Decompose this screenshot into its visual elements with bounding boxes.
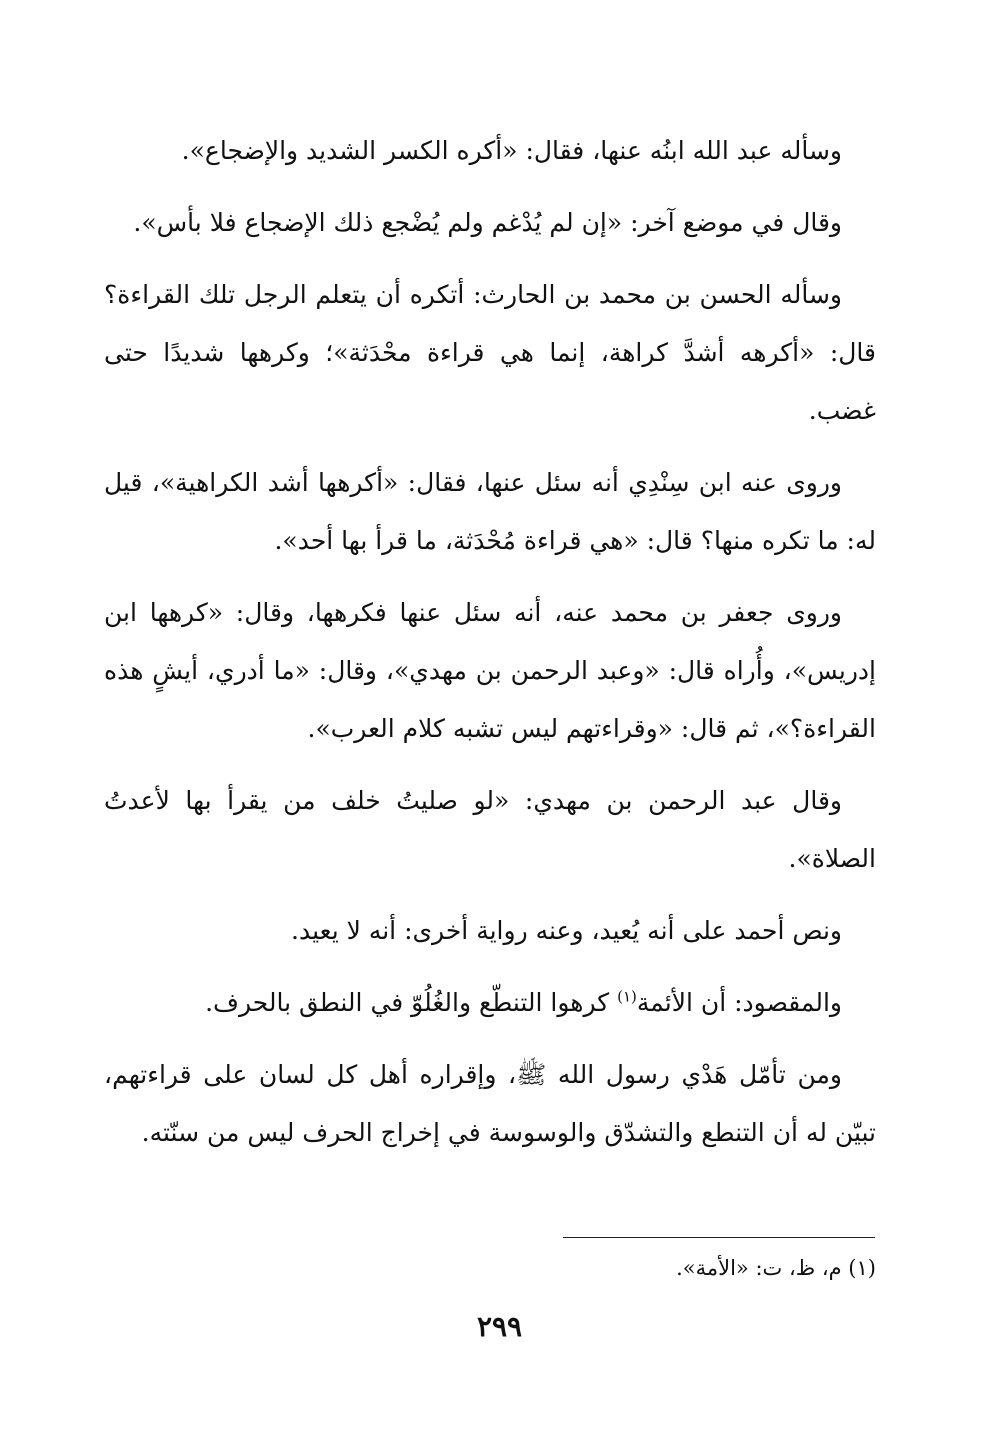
paragraph-8-text-end: كرهوا التنطّع والغُلُوّ في النطق بالحرف. xyxy=(205,988,618,1017)
paragraph-4: وروى عنه ابن سِنْدِي أنه سئل عنها، فقال: «أكرهها أشد الكراهية»، قيل له: ما تكره منها؟ قال: «هي قراءة مُحْدَثة، ما قرأ بها أحد». xyxy=(104,468,876,555)
paragraph-1: وسأله عبد الله ابنُه عنها، فقال: «أكره الكسر الشديد والإضجاع». xyxy=(181,136,842,165)
paragraph-6: وقال عبد الرحمن بن مهدي: «لو صليتُ خلف من يقرأ بها لأعدتُ الصلاة». xyxy=(104,786,876,873)
paragraph-5: وروى جعفر بن محمد عنه، أنه سئل عنها فكرهها، وقال: «كرهها ابن إدريس»، وأُراه قال: «وعبد الرحمن بن مهدي»، وقال: «ما أدري، أيشٍ هذه القراءة؟»، ثم قال: «وقراءتهم ليس تشبه كلام العرب». xyxy=(104,598,876,743)
paragraph-8-text-start: والمقصود: أن الأئمة xyxy=(636,988,842,1017)
paragraph-3: وسأله الحسن بن محمد بن الحارث: أتكره أن يتعلم الرجل تلك القراءة؟ قال: «أكرهه أشدَّ كراهة، إنما هي قراءة محْدَثة»؛ وكرهها شديدًا حتى غضب. xyxy=(104,280,876,425)
paragraph-7: ونص أحمد على أنه يُعيد، وعنه رواية أخرى: أنه لا يعيد. xyxy=(291,916,842,945)
paragraph-9: ومن تأمّل هَدْي رسول الله ﷺ، وإقراره أهل كل لسان على قراءتهم، تبيّن له أن التنطع والتشدّق والوسوسة في إخراج الحرف ليس من سنّته. xyxy=(104,1060,876,1147)
page-number: ٢٩٩ xyxy=(476,1310,523,1343)
footnote-separator xyxy=(563,1237,875,1238)
paragraph-8 xyxy=(104,974,876,1032)
footnote: (١) م، ظ، ت: «الأمة». xyxy=(676,1256,876,1280)
main-text xyxy=(104,122,876,1176)
footnote-reference[interactable]: (١) xyxy=(617,987,637,1006)
paragraph-2: وقال في موضع آخر: «إن لم يُدْغم ولم يُضْجع ذلك الإضجاع فلا بأس». xyxy=(133,208,842,237)
